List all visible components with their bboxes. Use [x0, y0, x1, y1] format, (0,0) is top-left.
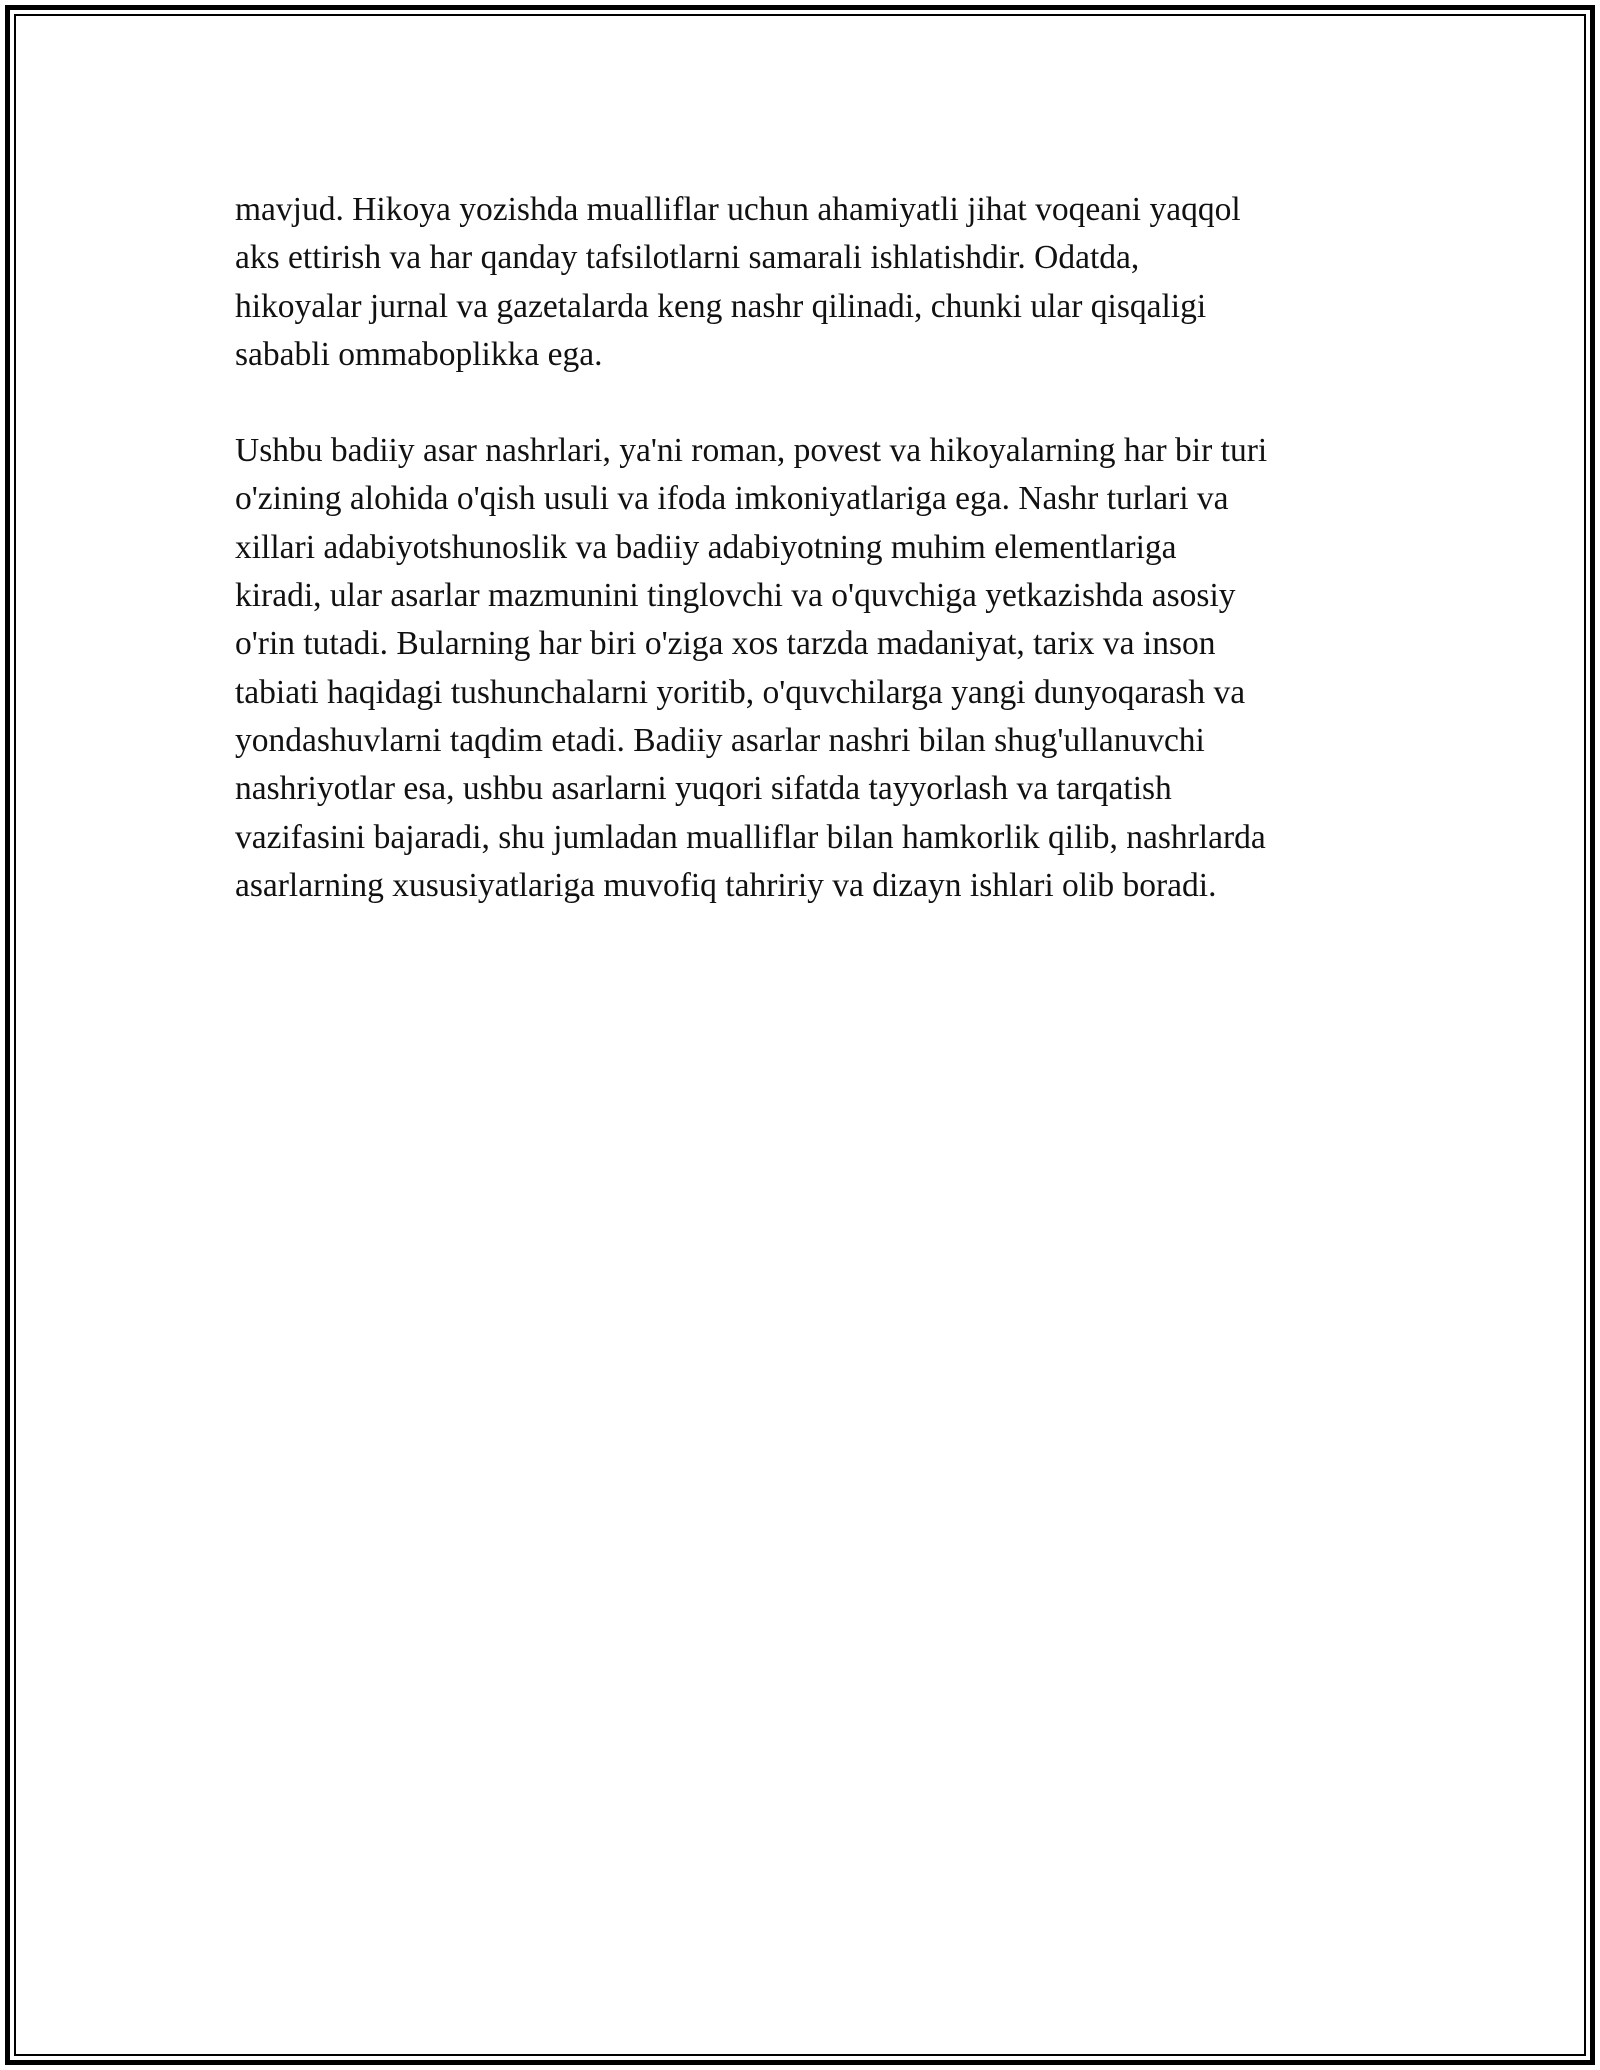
- paragraph-2: [235, 427, 1375, 910]
- text-line: aks ettirish va har qanday tafsilotlarni samarali ishlatishdir. Odatda,: [235, 239, 1140, 277]
- document-body: [235, 186, 1375, 958]
- text-line: Ushbu badiiy asar nashrlari, ya'ni roman, povest va hikoyalarning har bir turi: [235, 432, 1268, 470]
- text-line: o'zining alohida o'qish usuli va ifoda imkoniyatlariga ega. Nashr turlari va: [235, 480, 1229, 518]
- text-line: yondashuvlarni taqdim etadi. Badiiy asarlar nashri bilan shug'ullanuvchi: [235, 721, 1205, 759]
- paragraph-1: [235, 186, 1375, 379]
- text-line: nashriyotlar esa, ushbu asarlarni yuqori sifatda tayyorlash va tarqatish: [235, 770, 1172, 808]
- text-line: xillari adabiyotshunoslik va badiiy adabiyotning muhim elementlariga: [235, 528, 1177, 566]
- text-line: kiradi, ular asarlar mazmunini tinglovchi va o'quvchiga yetkazishda asosiy: [235, 577, 1236, 615]
- text-line: tabiati haqidagi tushunchalarni yoritib, o'quvchilarga yangi dunyoqarash va: [235, 673, 1246, 711]
- text-line: sababli ommaboplikka ega.: [235, 335, 603, 373]
- text-line: o'rin tutadi. Bularning har biri o'ziga xos tarzda madaniyat, tarix va inson: [235, 625, 1216, 663]
- text-line: hikoyalar jurnal va gazetalarda keng nashr qilinadi, chunki ular qisqaligi: [235, 287, 1207, 325]
- text-line: asarlarning xususiyatlariga muvofiq tahririy va dizayn ishlari olib boradi.: [235, 866, 1217, 904]
- text-line: vazifasini bajaradi, shu jumladan mualliflar bilan hamkorlik qilib, nashrlarda: [235, 818, 1266, 856]
- text-line: mavjud. Hikoya yozishda mualliflar uchun ahamiyatli jihat voqeani yaqqol: [235, 191, 1241, 228]
